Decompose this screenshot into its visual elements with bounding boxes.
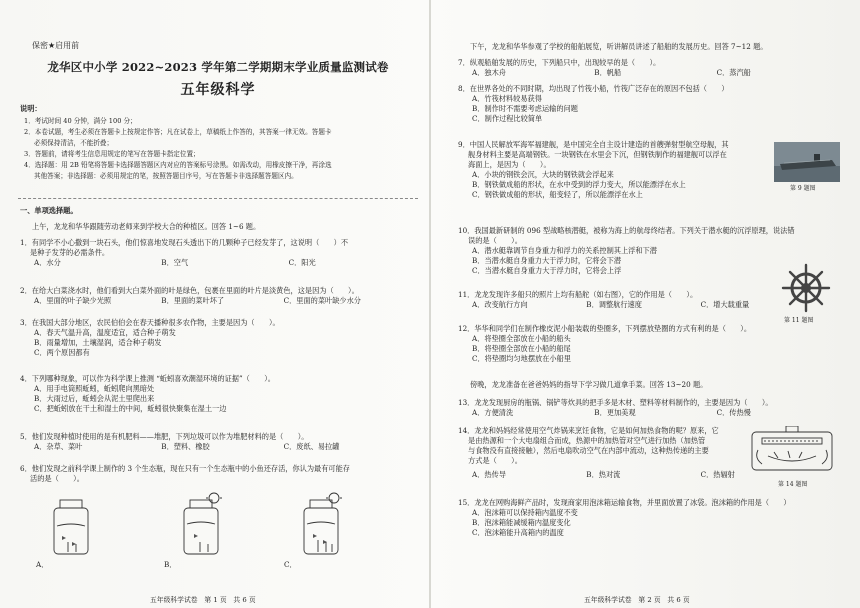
question-8 bbox=[458, 84, 729, 124]
page-divider bbox=[429, 0, 431, 608]
option-c[interactable]: C．蒸汽船 bbox=[716, 68, 751, 77]
eco-bottle-c bbox=[304, 492, 342, 554]
question-text: 1．有同学不小心撒到一块石头，他们惊喜地发现石头透出下的几颗种子已经发芽了，这说明（ ）不 bbox=[20, 238, 349, 247]
option-b[interactable]: B．里面的菜叶坏了 bbox=[161, 296, 225, 305]
aircraft-carrier-photo bbox=[774, 142, 840, 182]
option-a[interactable]: A． bbox=[36, 560, 49, 569]
option-b[interactable]: B．钢铁做成船的形状，在水中受到的浮力变大，所以能漂浮在水上 bbox=[472, 180, 686, 189]
option-b[interactable]: B．空气 bbox=[161, 258, 189, 267]
option-c[interactable]: C．阳光 bbox=[288, 258, 316, 267]
figure-caption: 第 11 题图 bbox=[784, 317, 814, 324]
exam-subject: 五年级科学 bbox=[180, 82, 256, 98]
option-c[interactable]: C． bbox=[284, 560, 297, 569]
question-text: 15．龙龙在网购海鲜产品时，发现商家用泡沫箱运输食物，并里面放置了冰袋。泡沫箱的作用是（ ） bbox=[458, 498, 791, 507]
question-text: 11．龙龙发现许多船只的照片上均有船舵（如右图），它的作用是（ ）。 bbox=[458, 290, 698, 299]
option-b[interactable]: B．塑料、橡胶 bbox=[161, 442, 210, 451]
question-12 bbox=[458, 324, 751, 364]
question-3 bbox=[20, 318, 280, 358]
option-a[interactable]: A．用手电筒照蚯蚓，蚯蚓爬向黑暗处 bbox=[34, 384, 155, 393]
page-1 bbox=[14, 0, 422, 608]
exam-title: 龙华区中小学 2022~2023 学年第二学期期末学业质量监测试卷 bbox=[47, 60, 389, 74]
note-item: 4．选择题：用 2B 铅笔将答题卡选择题答题区内对应的答案标号涂黑。如需改动，用橡皮擦干净，再涂选 bbox=[24, 161, 332, 169]
question-text: 6．他们发现之前科学课上制作的 3 个生态瓶，现在只有一个生态瓶中的小鱼还存活，你认为最有可能存 bbox=[20, 464, 350, 473]
question-text: 与食物没有直接接触），然后电扇吹动空气在内部中流动，这种热传递的主要 bbox=[468, 446, 709, 455]
section-intro: 下午，龙龙和华华参观了学校的船舶展览，听讲解员讲述了船舶的发展历史。回答 7~12 题。 bbox=[470, 42, 768, 51]
option-a[interactable]: A．将垫圈全部放在小船的船头 bbox=[472, 334, 571, 343]
option-c[interactable]: C．废纸、易拉罐 bbox=[283, 442, 340, 451]
option-c[interactable]: C．将垫圈均匀地摆放在小船里 bbox=[472, 354, 571, 363]
page-2 bbox=[444, 0, 848, 608]
question-text: 10．我国最新研制的 096 型战略核潜艇，被称为海上的航母终结者。下列关于潜水艇的沉浮原理，说法错 bbox=[458, 226, 795, 235]
question-4 bbox=[20, 374, 275, 414]
option-a[interactable]: A．小块的钢铁会沉，大块的钢铁就会浮起来 bbox=[472, 170, 614, 179]
question-text: 误的是（ ）。 bbox=[468, 236, 522, 245]
option-b[interactable]: B．将垫圈全部放在小船的船尾 bbox=[472, 344, 571, 353]
option-c[interactable]: C．泡沫箱能升高箱内的温度 bbox=[472, 528, 564, 537]
option-a[interactable]: A．独木舟 bbox=[472, 68, 506, 77]
option-b[interactable]: B．当潜水艇自身重力大于浮力时，它将会下潜 bbox=[472, 256, 622, 265]
question-5 bbox=[20, 432, 339, 452]
option-c[interactable]: C．里面的菜叶缺少水分 bbox=[283, 296, 361, 305]
note-item: 必须保持清洁，不能折叠； bbox=[34, 139, 114, 147]
question-2 bbox=[20, 286, 361, 306]
section-intro: 傍晚，龙龙准备在爸爸妈妈的指导下学习做几道拿手菜。回答 13~20 题。 bbox=[470, 380, 708, 389]
option-c[interactable]: C．制作过程比较简单 bbox=[472, 114, 543, 123]
note-item: 3．答题前，请将考生信息用规定的笔写在答题卡指定位置； bbox=[24, 150, 200, 158]
option-a[interactable]: A．春天气温升高，温度适宜，适合种子萌发 bbox=[34, 328, 176, 337]
option-b[interactable]: B．热对流 bbox=[586, 470, 621, 479]
question-text: 14．龙龙和妈妈经常使用空气炸锅来烹饪食物，它是如何加热食物的呢？原来，它 bbox=[458, 426, 719, 435]
option-b[interactable]: B．调整航行速度 bbox=[586, 300, 642, 309]
option-a[interactable]: A．改变航行方向 bbox=[472, 300, 528, 309]
page-footer: 五年级科学试卷 第 1 页 共 6 页 bbox=[150, 596, 256, 604]
question-text: 9．中国人民解放军海军福建舰，是中国完全自主设计建造的首艘弹射型航空母舰，其 bbox=[458, 140, 729, 149]
question-9 bbox=[458, 140, 729, 200]
option-a[interactable]: A．泡沫箱可以保持箱内温度不变 bbox=[472, 508, 578, 517]
option-c[interactable]: C．传热慢 bbox=[716, 408, 751, 417]
question-13 bbox=[458, 398, 773, 418]
question-6 bbox=[20, 464, 350, 484]
notes-list bbox=[24, 116, 332, 182]
question-text: 4．下列哪种现象，可以作为科学课上推测 “蚯蚓喜欢潮湿环境的证据”（ ）。 bbox=[20, 374, 275, 383]
option-c[interactable]: C．把蚯蚓放在干土和湿土的中间，蚯蚓很快聚集在湿土一边 bbox=[34, 404, 227, 413]
question-text: 12．华华和同学们在制作橡皮泥小船装载的垫圈多，下列摆放垫圈的方式有利的是（ ）。 bbox=[458, 324, 752, 333]
option-b[interactable]: B． bbox=[164, 560, 177, 569]
eco-bottle-b bbox=[184, 492, 222, 554]
question-1 bbox=[20, 238, 348, 268]
option-c[interactable]: C．当潜水艇自身重力大于浮力时，它将会上浮 bbox=[472, 266, 622, 275]
air-fryer-diagram bbox=[744, 426, 842, 478]
option-a[interactable]: A．热传导 bbox=[472, 470, 506, 479]
question-text: 活的是（ ）。 bbox=[30, 474, 84, 483]
option-a[interactable]: A．杂草、菜叶 bbox=[34, 442, 83, 451]
option-b[interactable]: B．大雨过后，蚯蚓会从泥土里爬出来 bbox=[34, 394, 155, 403]
question-10 bbox=[458, 226, 795, 276]
section-heading: 一、单项选择题。 bbox=[20, 206, 78, 215]
question-text: 5．他们发现种植时使用的是有机肥料——堆肥，下列垃圾可以作为堆肥材料的是（ ）。 bbox=[20, 432, 309, 441]
option-c[interactable]: C．钢铁做成船的形状，船变轻了，所以能漂浮在水上 bbox=[472, 190, 643, 199]
question-text: 方式是（ ）。 bbox=[468, 456, 522, 465]
question-text: 是由热源和一个大电扇组合而成，热源中的加热管对空气进行加热（加热管 bbox=[468, 436, 706, 445]
question-text: 舰身材料主要是高端钢铁。一块钢铁在水里会下沉，但钢铁制作的福建舰可以浮在 bbox=[468, 150, 727, 159]
option-a[interactable]: A．潜水艇靠调节自身重力和浮力的关系控制其上浮和下潜 bbox=[472, 246, 657, 255]
eco-bottles-figure bbox=[34, 492, 414, 556]
option-b[interactable]: B．帆船 bbox=[594, 68, 622, 77]
divider-line bbox=[18, 198, 418, 199]
option-a[interactable]: A．方便清洗 bbox=[472, 408, 514, 417]
note-item: 其他答案；非选择题：必须用规定的笔，按照答题目序号，写在答题卡非选择题答题区内。 bbox=[34, 172, 298, 180]
option-b[interactable]: B．制作时不需要考虑运输的问题 bbox=[472, 104, 578, 113]
question-11 bbox=[458, 290, 749, 310]
question-text: 是种子发芽的必需条件。 bbox=[30, 248, 110, 257]
eco-bottle-a bbox=[54, 500, 88, 554]
question-text: 7．纵观船舶发展的历史，下列船只中，出现较早的是（ ）。 bbox=[458, 58, 661, 67]
option-a[interactable]: A．里面的叶子缺少光照 bbox=[34, 296, 112, 305]
ship-wheel-icon bbox=[780, 262, 832, 314]
option-c[interactable]: C．热辐射 bbox=[700, 470, 735, 479]
option-c[interactable]: C．两个原因都有 bbox=[34, 348, 90, 357]
option-b[interactable]: B．雨量增加，土壤湿润，适合种子萌发 bbox=[34, 338, 162, 347]
confidential-mark: 保密★启用前 bbox=[32, 41, 80, 50]
question-text: 2．在给大白菜浇水时，他们看到大白菜外面的叶是绿色，包裹在里面的叶片是淡黄色，这是因为（ ）。 bbox=[20, 286, 359, 295]
notes-heading: 说明： bbox=[20, 104, 42, 113]
figure-caption: 第 9 题图 bbox=[790, 185, 816, 192]
section-intro: 上午，龙龙和华华跟随劳动老师来到学校大合的种植区。回答 1~6 题。 bbox=[32, 222, 261, 231]
question-text: 8．在世界各处的不同时期，均出现了竹筏小船，竹筏广泛存在的原因不包括（ ） bbox=[458, 84, 729, 93]
question-15 bbox=[458, 498, 791, 538]
figure-caption: 第 14 题图 bbox=[778, 481, 808, 488]
note-item: 2．本卷试题，考生必须在答题卡上按规定作答；凡在试卷上，草稿纸上作答的，其答案一律无效。答题卡 bbox=[24, 128, 332, 136]
option-a[interactable]: A．水分 bbox=[34, 258, 61, 267]
option-b[interactable]: B．泡沫箱能减缓箱内温度变化 bbox=[472, 518, 571, 527]
question-text: 13．龙龙发现厨房的瓶锅、锅铲等炊具的把手多是木材、塑料等材料制作的，主要是因为（ ）。 bbox=[458, 398, 773, 407]
page-footer: 五年级科学试卷 第 2 页 共 6 页 bbox=[584, 596, 690, 604]
question-text: 海面上，是因为（ ）。 bbox=[468, 160, 551, 169]
option-b[interactable]: B．更加美观 bbox=[594, 408, 636, 417]
option-a[interactable]: A．竹筏材料较易获得 bbox=[472, 94, 542, 103]
question-14 bbox=[458, 426, 735, 480]
option-c[interactable]: C．增大载重量 bbox=[700, 300, 750, 309]
question-text: 3．在我国大部分地区，农民伯伯会在春天播种很多农作物，主要是因为（ ）。 bbox=[20, 318, 280, 327]
question-7 bbox=[458, 58, 751, 78]
note-item: 1．考试时间 40 分钟，满分 100 分； bbox=[24, 117, 137, 125]
